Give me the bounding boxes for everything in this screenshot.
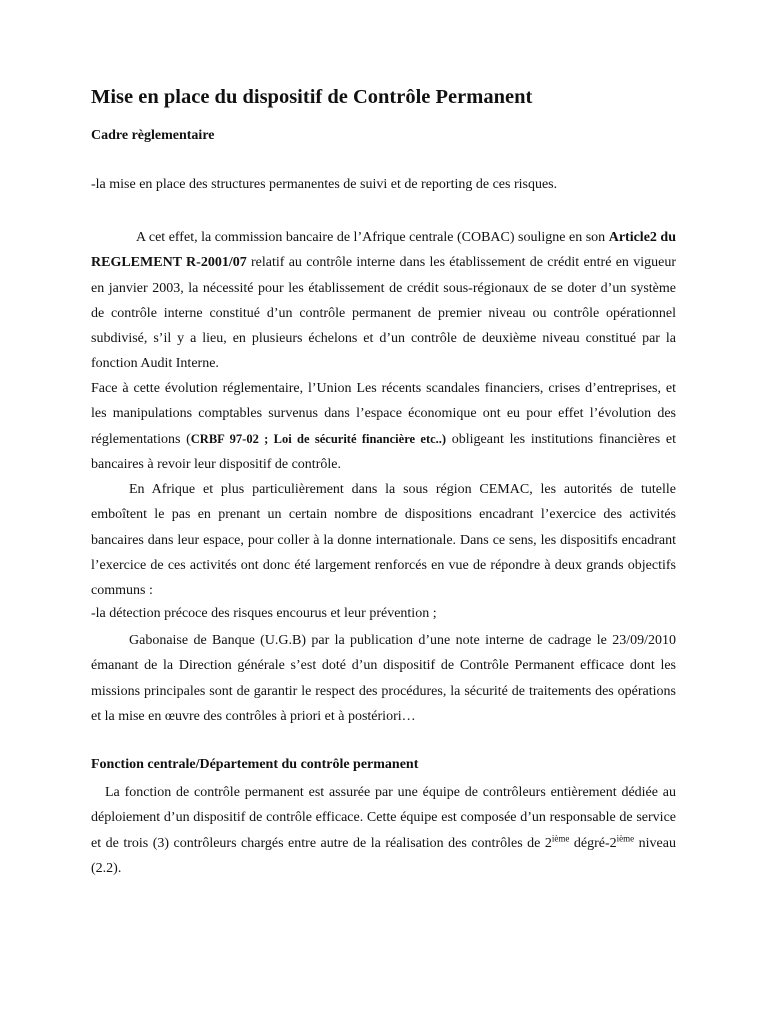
bullet-intro: -la mise en place des structures permanentes de suivi et de reporting de ces risques. xyxy=(91,177,558,192)
paragraph-cobac xyxy=(91,225,676,377)
paragraph-cobac-text-2: relatif au contrôle interne dans les établissement de crédit entré en vigueur en janvier 2003, la nécessité pour les établissement de crédit sous-régionaux de se doter d’un système de contrôle interne constitué d’un contrôle permanent de premier niveau ou contrôle opérationnel subdivisé, s’il y a lieu, en plusieurs échelons et d’un contrôle de deuxième niveau constitué par la fonction Audit Interne. xyxy=(91,255,676,372)
paragraph-fonction-text-3: niveau (2.2). xyxy=(91,835,676,876)
paragraph-evolution-text-2: obligeant les institutions financières et bancaires à revoir leur dispositif de contrôle. xyxy=(91,431,676,472)
page-title: Mise en place du dispositif de Contrôle Permanent xyxy=(91,86,533,108)
paragraph-ugb: Gabonaise de Banque (U.G.B) par la publication d’une note interne de cadrage le 23/09/2010 émanant de la Direction générale s’est doté d’un dispositif de Contrôle Permanent efficace dont les missions principales sont de garantir le respect des procédures, la sécurité de traitements des opérations et la mise en œuvre des contrôles à priori et à postériori… xyxy=(91,633,676,724)
crbf-reference: CRBF 97-02 ; Loi de sécurité financière etc..) xyxy=(190,431,447,446)
paragraph-fonction-text-2: dégré-2 xyxy=(569,835,617,851)
paragraph-cemac: En Afrique et plus particulièrement dans la sous région CEMAC, les autorités de tutelle emboîtent le pas en prenant un certain nombre de dispositions encadrant l’exercice des activités bancaires dans leur espace, pour coller à la donne internationale. Dans ce sens, les dispositifs encadrant l’exercice de ces activités ont donc été largement renforcés en vue de répondre à deux grands objectifs communs : xyxy=(91,482,676,599)
section-heading-cadre: Cadre règlementaire xyxy=(91,128,215,143)
section-heading-fonction-centrale: Fonction centrale/Département du contrôle permanent xyxy=(91,757,419,772)
paragraph-evolution-text-1: Face à cette évolution réglementaire, l’Union Les récents scandales financiers, crises d’entreprises, et les manipulations comptables survenus dans l’espace économique ont eu pour effet l’évolution des réglementations ( xyxy=(91,381,676,447)
paragraph-evolution xyxy=(91,376,676,477)
reglement-reference: Article2 du REGLEMENT R-2001/07 xyxy=(91,230,677,271)
superscript-1: ième xyxy=(551,832,570,843)
paragraph-fonction xyxy=(91,780,676,881)
superscript-2: ième xyxy=(616,832,635,843)
paragraph-cobac-text-1: A cet effet, la commission bancaire de l’Afrique centrale (COBAC) souligne en son xyxy=(136,230,609,245)
paragraph-fonction-text-1: La fonction de contrôle permanent est assurée par une équipe de contrôleurs entièrement dédiée au déploiement d’un dispositif de contrôle efficace. Cette équipe est composée d’un responsable de service et de trois (3) contrôleurs chargés entre autre de la réalisation des contrôles de 2 xyxy=(91,785,676,851)
bullet-detection: -la détection précoce des risques encourus et leur prévention ; xyxy=(91,606,437,621)
